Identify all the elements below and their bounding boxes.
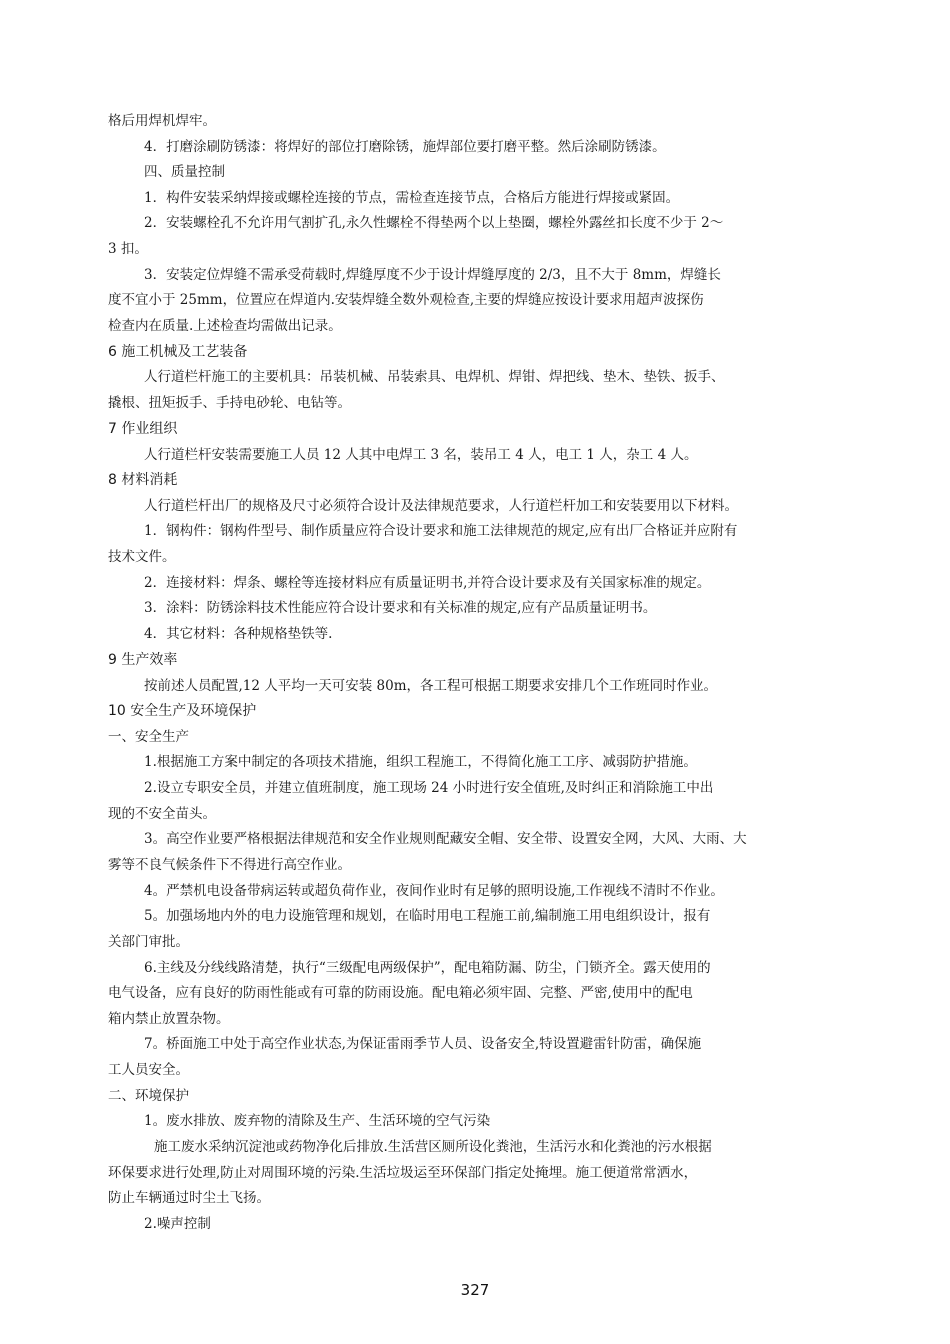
text-line: 技术文件。	[108, 549, 176, 565]
text-line: 度不宜小于 25mm，位置应在焊道内.安装焊缝全数外观检查,主要的焊缝应按设计要求用超声波探伤	[108, 292, 704, 308]
chapter-heading: 9 生产效率	[108, 652, 178, 668]
text-line: 现的不安全苗头。	[108, 806, 216, 822]
text-line: 2.设立专职安全员，并建立值班制度，施工现场 24 小时进行安全值班,及时纠正和消除施工中出	[144, 780, 714, 796]
text-line: 人行道栏杆施工的主要机具：吊装机械、吊装索具、电焊机、焊钳、焊把线、垫木、垫铁、扳手、	[144, 369, 725, 385]
text-line: 1.根据施工方案中制定的各项技术措施，组织工程施工，不得简化施工工序、减弱防护措施。	[144, 754, 697, 770]
chapter-heading: 7 作业组织	[108, 421, 178, 437]
chapter-heading: 10 安全生产及环境保护	[108, 703, 257, 719]
text-line: 雾等不良气候条件下不得进行高空作业。	[108, 857, 351, 873]
page-number: 327	[460, 1281, 490, 1299]
text-line: 5。加强场地内外的电力设施管理和规划，在临时用电工程施工前,编制施工用电组织设计，报有	[144, 908, 711, 924]
text-line: 4。严禁机电设备带病运转或超负荷作业，夜间作业时有足够的照明设施,工作视线不清时不作业。	[144, 883, 724, 899]
chapter-heading: 6 施工机械及工艺装备	[108, 344, 248, 360]
text-line: 7。桥面施工中处于高空作业状态,为保证雷雨季节人员、设备安全,特设置避雷针防雷，确保施	[144, 1036, 702, 1052]
text-line: 3．涂料：防锈涂料技术性能应符合设计要求和有关标准的规定,应有产品质量证明书。	[144, 600, 657, 616]
section-heading: 四、质量控制	[144, 164, 225, 180]
text-line: 箱内禁止放置杂物。	[108, 1011, 230, 1027]
text-line: 人行道栏杆出厂的规格及尺寸必须符合设计及法律规范要求，人行道栏杆加工和安装要用以下材料。	[144, 498, 738, 514]
text-line: 撬根、扭矩扳手、手持电砂轮、电钻等。	[108, 395, 351, 411]
text-line: 1。废水排放、废弃物的清除及生产、生活环境的空气污染	[144, 1113, 491, 1129]
text-line: 3 扣。	[108, 241, 148, 257]
text-line: 2．连接材料：焊条、螺栓等连接材料应有质量证明书,并符合设计要求及有关国家标准的规定。	[144, 575, 711, 591]
text-line: 3。高空作业要严格根据法律规范和安全作业规则配藏安全帽、安全带、设置安全网，大风、大雨、大	[144, 831, 747, 847]
text-line: 4．其它材料：各种规格垫铁等.	[144, 626, 333, 642]
text-line: 人行道栏杆安装需要施工人员 12 人其中电焊工 3 名，装吊工 4 人，电工 1 人，杂工 4 人。	[144, 447, 698, 463]
text-line: 工人员安全。	[108, 1062, 189, 1078]
text-line: 施工废水采纳沉淀池或药物净化后排放.生活营区厕所设化粪池，生活污水和化粪池的污水根据	[154, 1139, 712, 1155]
text-line: 关部门审批。	[108, 934, 189, 950]
text-line: 3．安装定位焊缝不需承受荷载时,焊缝厚度不少于设计焊缝厚度的 2/3，且不大于 8mm，焊缝长	[144, 267, 721, 283]
text-line: 2.噪声控制	[144, 1216, 211, 1232]
chapter-heading: 8 材料消耗	[108, 472, 178, 488]
text-line: 防止车辆通过时尘土飞扬。	[108, 1190, 270, 1206]
section-heading: 一、安全生产	[108, 729, 189, 745]
text-line: 2．安装螺栓孔不允许用气割扩孔,永久性螺栓不得垫两个以上垫圈，螺栓外露丝扣长度不少于 2～	[144, 215, 724, 231]
text-line: 6.主线及分线线路清楚，执行“三级配电两级保护”，配电箱防漏、防尘，门锁齐全。露天使用的	[144, 960, 711, 976]
text-line: 检查内在质量.上述检查均需做出记录。	[108, 318, 342, 334]
text-line: 格后用焊机焊牢。	[108, 113, 216, 129]
section-heading: 二、环境保护	[108, 1088, 189, 1104]
text-line: 1．钢构件：钢构件型号、制作质量应符合设计要求和施工法律规范的规定,应有出厂合格证并应附有	[144, 523, 738, 539]
text-line: 4．打磨涂刷防锈漆：将焊好的部位打磨除锈，施焊部位要打磨平整。然后涂刷防锈漆。	[144, 139, 666, 155]
text-line: 按前述人员配置,12 人平均一天可安装 80m，各工程可根据工期要求安排几个工作班同时作业。	[144, 678, 718, 694]
text-line: 1．构件安装采纳焊接或螺栓连接的节点，需检查连接节点，合格后方能进行焊接或紧固。	[144, 190, 680, 206]
text-line: 电气设备，应有良好的防雨性能或有可靠的防雨设施。配电箱必须牢固、完整、严密,使用中的配电	[108, 985, 693, 1001]
text-line: 环保要求进行处理,防止对周围环境的污染.生活垃圾运至环保部门指定处掩埋。施工便道常常洒水，	[108, 1165, 698, 1181]
